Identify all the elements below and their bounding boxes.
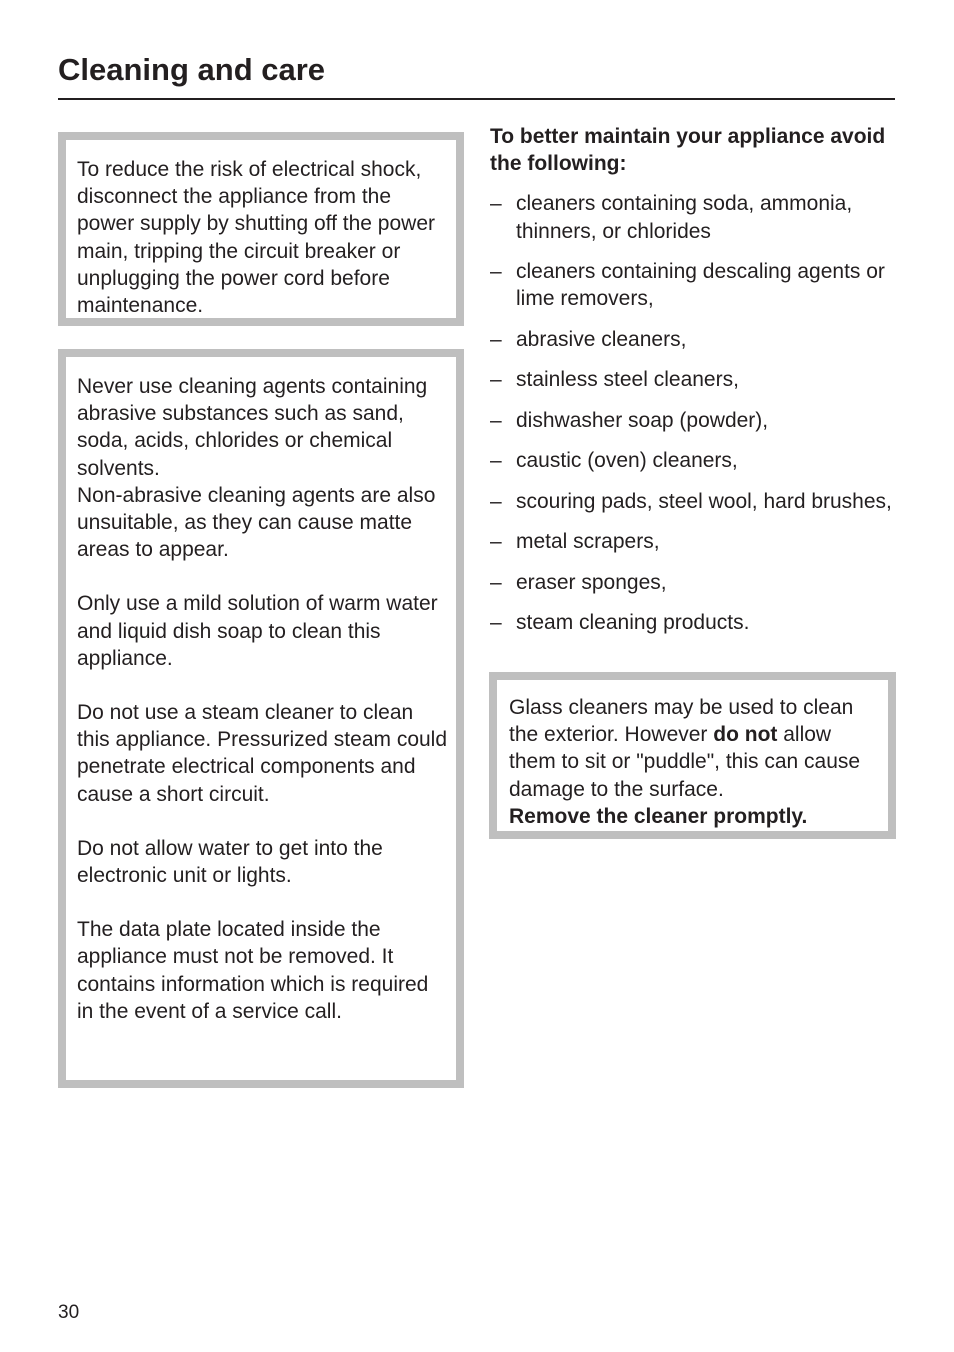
dash-bullet: – (490, 327, 502, 351)
steam-cleaner-paragraph: Do not use a steam cleaner to clean this appliance. Pressurized steam could penetrate electrical components and cause a short circuit. (77, 701, 448, 806)
list-item-text: metal scrapers, (516, 530, 660, 554)
list-item-text: cleaners containing descaling agents or lime removers, (516, 260, 885, 311)
list-item (490, 447, 895, 474)
do-not-emphasis: do not (713, 723, 778, 747)
abrasive-agents-sentence: Never use cleaning agents containing abrasive substances such as sand, soda, acids, chlorides or chemical solvents. (77, 375, 428, 480)
glass-cleaners-note-text (509, 694, 882, 830)
glass-cleaners-note-box (489, 672, 896, 839)
water-electronics-paragraph: Do not allow water to get into the electronic unit or lights. (77, 836, 383, 888)
dash-bullet: – (490, 449, 502, 473)
list-item-text: eraser sponges, (516, 570, 667, 594)
page-number: 30 (58, 1302, 80, 1323)
avoid-section (490, 123, 895, 650)
list-item-text: steam cleaning products. (516, 611, 750, 635)
non-abrasive-agents-sentence: Non-abrasive cleaning agents are also unsuitable, as they can cause matte areas to appear. (77, 483, 436, 562)
glass-note-text-part-2: allow them to sit or "puddle", this can cause damage to the surface. (509, 723, 861, 801)
abrasive-agents-paragraph (77, 373, 450, 563)
dash-bullet: – (490, 368, 502, 392)
list-item-text: abrasive cleaners, (516, 327, 687, 351)
dash-bullet: – (490, 611, 502, 635)
remove-cleaner-emphasis: Remove the cleaner promptly. (509, 804, 808, 828)
dash-bullet: – (490, 192, 502, 216)
dash-bullet: – (490, 530, 502, 554)
mild-solution-paragraph: Only use a mild solution of warm water and liquid dish soap to clean this appliance. (77, 592, 438, 670)
list-item-text: scouring pads, steel wool, hard brushes, (516, 489, 892, 513)
list-item (490, 190, 895, 244)
list-item-text: dishwasher soap (powder), (516, 408, 769, 432)
data-plate-paragraph: The data plate located inside the appliance must not be removed. It contains information which is required in the event of a service call. (77, 918, 429, 1023)
list-item (490, 609, 895, 636)
list-item-text: cleaners containing soda, ammonia, thinners, or chlorides (516, 192, 853, 243)
glass-note-text-part-1: Glass cleaners may be used to clean the exterior. However (509, 696, 854, 747)
electrical-shock-warning-text: To reduce the risk of electrical shock, disconnect the appliance from the power supply by shutting off the power main, tripping the circuit breaker or unplugging the power cord before maintenance. (77, 158, 435, 318)
list-item-text: stainless steel cleaners, (516, 368, 739, 392)
dash-bullet: – (490, 260, 502, 284)
list-item (490, 326, 895, 353)
list-item (490, 569, 895, 596)
avoid-heading: To better maintain your appliance avoid the following: (490, 125, 886, 176)
list-item (490, 407, 895, 434)
dash-bullet: – (490, 408, 502, 432)
list-item (490, 258, 895, 312)
cleaning-agents-warning-box (58, 349, 464, 1088)
dash-bullet: – (490, 489, 502, 513)
page-title: Cleaning and care (58, 52, 326, 87)
list-item (490, 366, 895, 393)
dash-bullet: – (490, 570, 502, 594)
avoid-list (490, 190, 895, 636)
list-item-text: caustic (oven) cleaners, (516, 449, 738, 473)
list-item (490, 528, 895, 555)
electrical-shock-warning-box (58, 132, 464, 326)
list-item (490, 488, 895, 515)
title-divider (58, 98, 895, 100)
